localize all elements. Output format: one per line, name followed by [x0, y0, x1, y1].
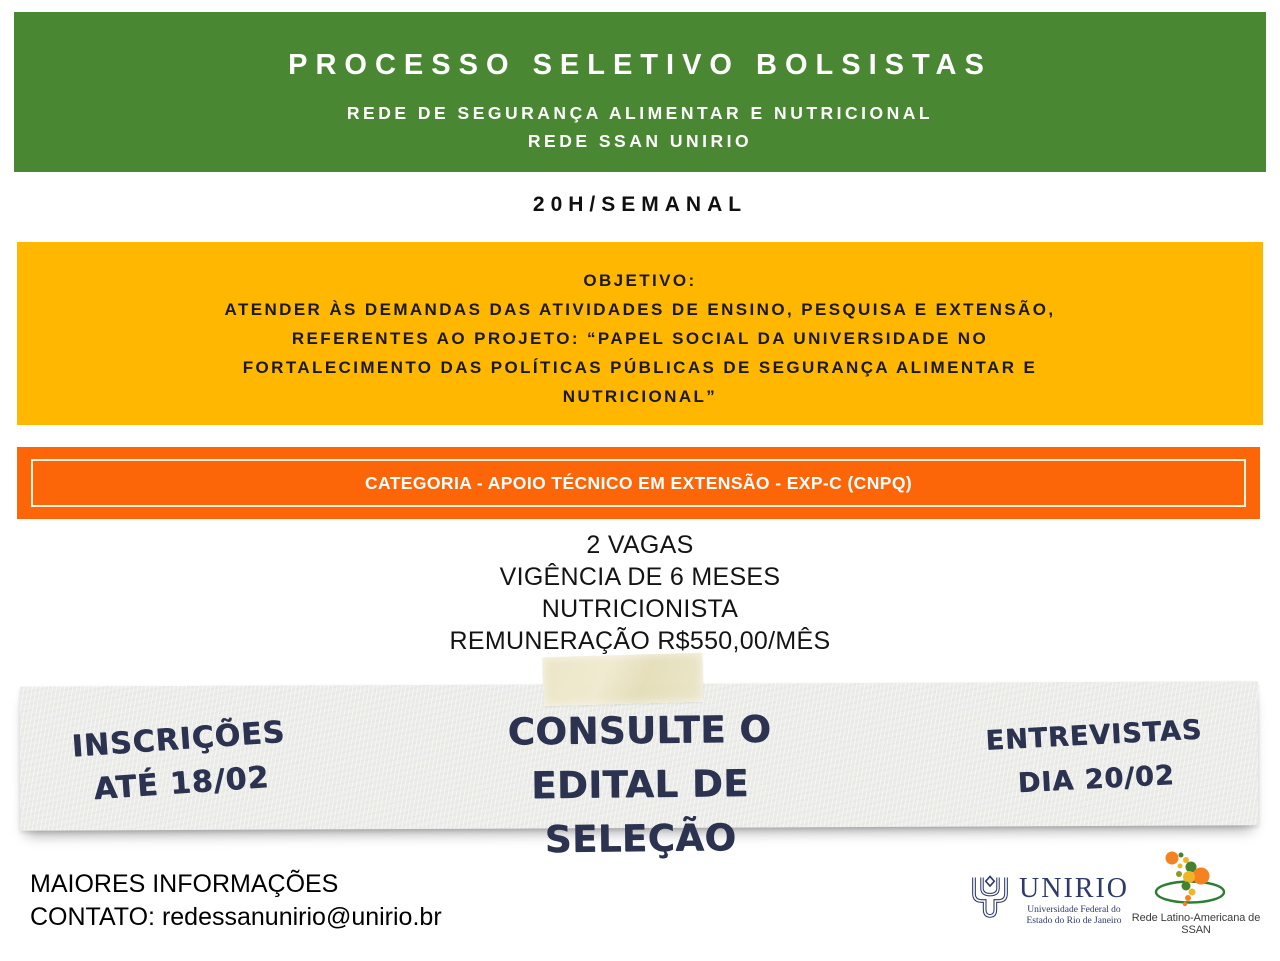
poster-title: PROCESSO SELETIVO BOLSISTAS — [288, 49, 992, 81]
tape-decoration — [542, 653, 703, 706]
contact-line — [30, 901, 442, 934]
objective-line: REFERENTES AO PROJETO: “PAPEL SOCIAL DA UNIVERSIDADE NO — [291, 329, 989, 348]
unirio-emblem-icon — [966, 869, 1014, 925]
contact-label: CONTATO: — [30, 903, 155, 931]
objective-box — [17, 242, 1263, 425]
unirio-logo — [966, 869, 1129, 927]
poster-subtitle-line2: REDE SSAN UNIRIO — [527, 131, 753, 151]
objective-line: ATENDER ÀS DEMANDAS DAS ATIVIDADES DE ENSINO, PESQUISA E EXTENSÃO, — [224, 300, 1056, 319]
workload-text: 20H/SEMANAL — [532, 193, 748, 216]
unirio-subtext-line1: Universidade Federal do — [1027, 905, 1121, 915]
edital-line2: EDITAL DE SELEÇÃO — [530, 761, 750, 861]
inscriptions-note — [52, 709, 308, 814]
contact-block — [30, 868, 442, 934]
poster-subtitle-line1: REDE DE SEGURANÇA ALIMENTAR E NUTRICIONAL — [346, 103, 934, 123]
vacancy-pay: REMUNERAÇÃO R$550,00/MÊS — [449, 627, 831, 655]
interviews-line2: DIA 20/02 — [1017, 759, 1176, 800]
category-label: CATEGORIA - APOIO TÉCNICO EM EXTENSÃO - EXP-C (CNPQ) — [31, 459, 1246, 507]
vacancy-role: NUTRICIONISTA — [541, 595, 739, 623]
contact-info: MAIORES INFORMAÇÕES — [30, 870, 339, 898]
unirio-text — [1019, 869, 1129, 927]
interviews-note — [973, 708, 1217, 808]
inscriptions-line2: ATÉ 18/02 — [92, 759, 271, 808]
objective-heading: OBJETIVO: — [583, 271, 697, 290]
category-box — [17, 447, 1260, 519]
ssan-label: Rede Latino-Americana de SSAN — [1131, 912, 1261, 936]
inscriptions-line1: INSCRIÇÕES — [70, 714, 287, 765]
ssan-logo — [1128, 848, 1264, 936]
edital-line1: CONSULTE O — [507, 707, 772, 754]
vacancy-count: 2 VAGAS — [586, 531, 694, 559]
edital-note — [429, 702, 851, 868]
interviews-line1: ENTREVISTAS — [984, 714, 1203, 757]
objective-line: NUTRICIONAL” — [562, 387, 718, 406]
objective-line: FORTALECIMENTO DAS POLÍTICAS PÚBLICAS DE SEGURANÇA ALIMENTAR E — [242, 358, 1038, 377]
vacancy-block — [0, 529, 1280, 657]
contact-email: redessanunirio@unirio.br — [161, 903, 442, 931]
unirio-subtext-line2: Estado do Rio de Janeiro — [1026, 916, 1122, 926]
vacancy-duration: VIGÊNCIA DE 6 MESES — [499, 563, 781, 591]
ssan-emblem-icon — [1128, 848, 1264, 912]
header-banner — [14, 12, 1266, 172]
unirio-name: UNIRIO — [1019, 873, 1129, 904]
